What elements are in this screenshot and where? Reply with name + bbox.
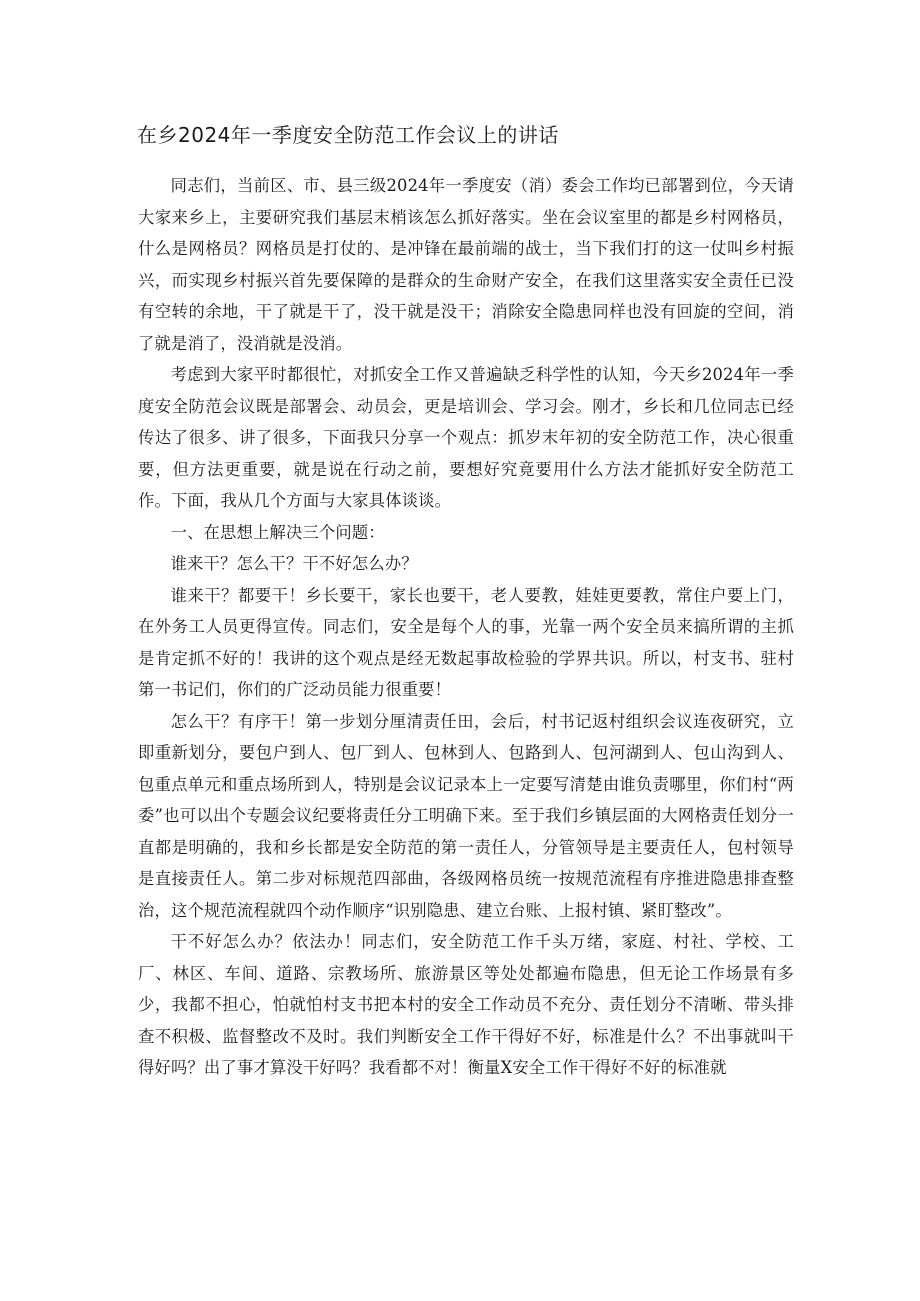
paragraph-who: 谁来干？都要干！乡长要干，家长也要干，老人要教，娃娃更要教，常住户要上门，在外务工人员更得宣传。同志们，安全是每个人的事，光靠一两个安全员来搞所谓的主抓是肯定抓不好的！我讲的这个观点是经无数起事故检验的学界共识。所以，村支书、驻村第一书记们，你们的广泛动员能力很重要！ [138, 585, 794, 699]
paragraph-how: 怎么干？有序干！第一步划分厘清责任田，会后，村书记返村组织会议连夜研究，立即重新划分，要包户到人、包厂到人、包林到人、包路到人、包河湖到人、包山沟到人、包重点单元和重点场所到人，特别是会议记录本上一定要写清楚由谁负责哪里，你们村“两委”也可以出个专题会议纪要将责任分工明确下来。至于我们乡镇层面的大网格责任划分一直都是明确的，我和乡长都是安全防范的第一责任人，分管领导是主要责任人，包村领导是直接责任人。第二步对标规范四部曲，各级网格员统一按规范流程有序推进隐患排查整治，这个规范流程就四个动作顺序“识别隐患、建立台账、上报村镇、紧盯整改”。 [138, 711, 794, 920]
paragraph-three-questions: 谁来干？怎么干？干不好怎么办？ [170, 554, 418, 573]
document-title: 在乡2024年一季度安全防范工作会议上的讲话 [137, 123, 559, 147]
paragraph-opening: 同志们，当前区、市、县三级2024年一季度安（消）委会工作均已部署到位，今天请大家来乡上，主要研究我们基层末梢该怎么抓好落实。坐在会议室里的都是乡村网格员，什么是网格员？网格员是打仗的、是冲锋在最前端的战士，当下我们打的这一仗叫乡村振兴，而实现乡村振兴首先要保障的是群众的生命财产安全，在我们这里落实安全责任已没有空转的余地，干了就是干了，没干就是没干；消除安全隐患同样也没有回旋的空间，消了就是消了，没消就是没消。 [138, 176, 794, 353]
paragraph-context: 考虑到大家平时都很忙，对抓安全工作又普遍缺乏科学性的认知，今天乡2024年一季度安全防范会议既是部署会、动员会，更是培训会、学习会。刚才，乡长和几位同志已经传达了很多、讲了很多，下面我只分享一个观点：抓岁末年初的安全防范工作，决心很重要，但方法更重要，就是说在行动之前，要想好究竟要用什么方法才能抓好安全防范工作。下面，我从几个方面与大家具体谈谈。 [138, 365, 794, 510]
section-heading-one: 一、在思想上解决三个问题： [170, 522, 385, 542]
document-body [138, 170, 794, 1084]
paragraph-what-if-fail: 干不好怎么办？依法办！同志们，安全防范工作千头万绪，家庭、村社、学校、工厂、林区、车间、道路、宗教场所、旅游景区等处处都遍布隐患，但无论工作场景有多少，我都不担心，怕就怕村支书把本村的安全工作动员不充分、责任划分不清晰、带头排查不积极、监督整改不及时。我们判断安全工作干得好不好，标准是什么？不出事就叫干得好吗？出了事才算没干好吗？我看都不对！衡量X安全工作干得好不好的标准就 [138, 932, 794, 1077]
